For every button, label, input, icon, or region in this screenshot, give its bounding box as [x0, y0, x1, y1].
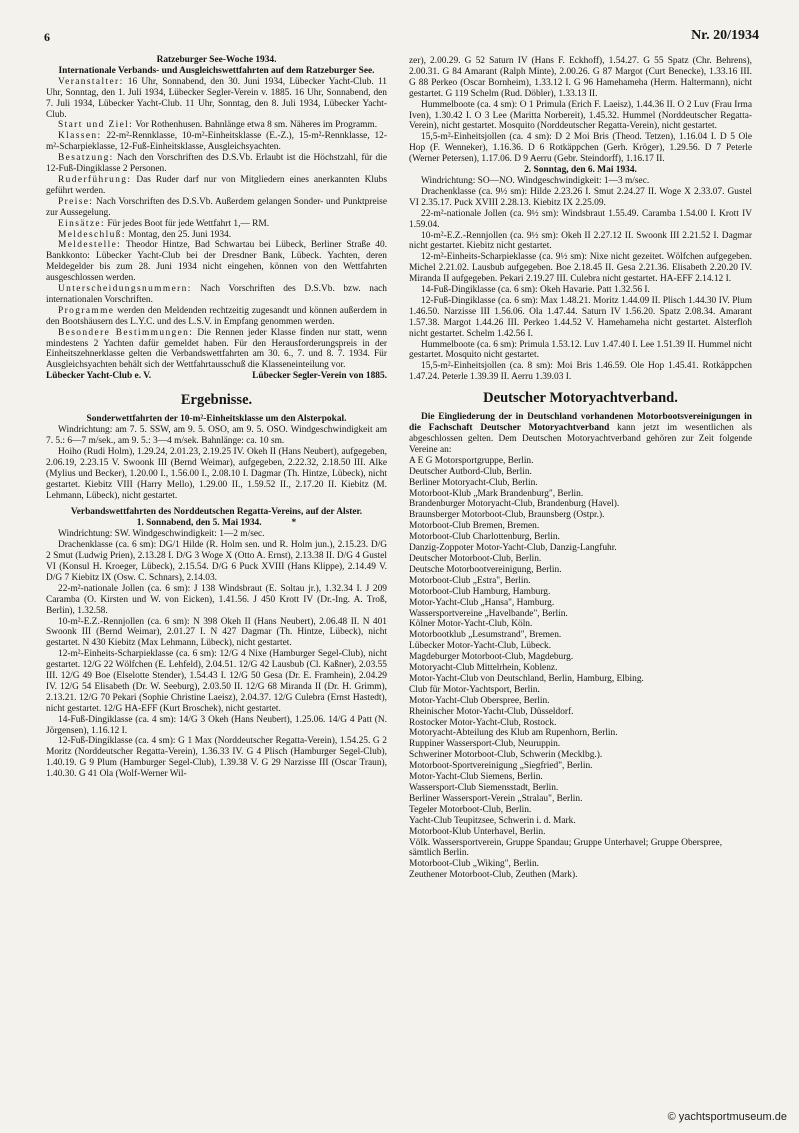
club-item: Motorboot-Club „Estra", Berlin.	[409, 575, 531, 586]
ratzeburg-text: Theodor Hintze, Bad Schwartau bei Lübeck, Berliner Straße 40. Bankkonto: Lübecker Yacht-Club bei der Dresdner Bank, Lübeck. Yachten, deren Meldegelder bis zum 28. Juni 1934 nicht eingehen, können von den Wettfahrten ausgeschlossen werden.	[46, 240, 387, 284]
club-item: Zeuthener Motorboot-Club, Zeuthen (Mark).	[409, 870, 578, 881]
ratzeburg-text: Montag, den 25. Juni 1934.	[125, 229, 232, 240]
dmyv-intro-bold: Die Eingliederung der in Deutschland vorhandenen Motorbootsvereinigungen in die Fachschaft Deutscher Motoryachtverband	[409, 412, 752, 434]
signature-lsv: Lübecker Segler-Verein von 1885.	[252, 371, 387, 382]
club-item: Motor-Yacht-Club von Deutschland, Berlin, Hamburg, Elbing.	[409, 673, 644, 684]
dmyv-title: Deutscher Motoryachtverband.	[483, 390, 678, 407]
nrv-paragraph: Windrichtung: SW. Windgeschwindigkeit: 1—2 m/sec.	[58, 529, 265, 540]
dmyv-intro-rest: kann jetzt im wesentlichen als abgeschlossen gelten. Dem Deutschen Motoryachtverband gehören zur Zeit folgende Vereine an:	[409, 423, 752, 455]
ergebnisse-title: Ergebnisse.	[180, 392, 253, 409]
club-item: Rheinischer Motor-Yacht-Club, Düsseldorf.	[409, 706, 574, 717]
club-item: Motorbootklub „Lesumstrand", Bremen.	[409, 630, 562, 641]
ratzeburg-term: Klassen:	[58, 131, 102, 142]
watermark: © yachtsportmuseum.de	[667, 1111, 787, 1123]
left-column	[46, 55, 387, 780]
ratzeburg-paragraph	[46, 240, 387, 284]
club-item: Motoryacht-Club Mittelrhein, Koblenz.	[409, 663, 558, 674]
ratzeburg-text: Nach Vorschriften des D.S.Vb. Außerdem gelangen Sonder- und Punktpreise zur Aussegelung.	[46, 196, 387, 218]
club-item: Motor-Yacht-Club Siemens, Berlin.	[409, 772, 543, 783]
ratzeburg-term: Einsätze:	[58, 218, 105, 229]
signature-lyc: Lübecker Yacht-Club e. V.	[46, 371, 152, 382]
dmyv-intro	[409, 412, 752, 456]
results-paragraph: 15,5-m²-Einheitsjollen (ca. 4 sm): D 2 Moi Bris (Theod. Tetzen), 1.16.04 I. D 5 Ole Hop (F. Wenneker), 1.16.36. D 6 Rotkäppchen (Gerh. Kröger), 1.29.56. D 7 Peterle (Werner Petersen), 1.17.06. D 9 Aerru (Gebr. Steindorff), 1.16.17 II.	[409, 132, 752, 165]
ratzeburg-text: Das Ruder darf nur von Mitgliedern eines anerkannten Klubs geführt werden.	[46, 174, 387, 196]
ratzeburg-text: Vor Rothenhusen. Bahnlänge etwa 8 sm. Näheres im Programm.	[133, 120, 378, 131]
day2-paragraph: 12-Fuß-Dingiklasse (ca. 6 sm): Max 1.48.21. Moritz 1.44.09 II. Plisch 1.44.30 IV. Plum 1.46.50. Narzisse III 1.56.06. Ola 1.47.44. Saturn IV 1.56.20. Spatz 2.08.34. Amarant 1.57.38. Margot 1.44.26 III. Perkeo 1.44.52 V. Hamehameha nicht gestartet. Alsterfloh nicht gestartet. Schelm 1.42.56 I.	[409, 295, 752, 339]
club-item: Motorboot-Club Hamburg, Hamburg.	[409, 586, 551, 597]
alster-paragraph: Windrichtung: am 7. 5. SSW, am 9. 5. OSO, am 9. 5. OSO. Windgeschwindigkeit am 7. 5.: 6—7 m/sek., am 9. 5.: 3—4 m/sek. Bahnlänge: ca. 10 sm.	[46, 425, 387, 446]
ratzeburg-term: Besondere Bestimmungen:	[58, 327, 194, 338]
right-top-paragraphs	[409, 56, 752, 165]
club-item: Rostocker Motor-Yacht-Club, Rostock.	[409, 717, 557, 728]
nrv-paragraph: 12-Fuß-Dingiklasse (ca. 4 sm): G 1 Max (Norddeutscher Regatta-Verein), 1.54.25. G 2 Moritz (Norddeutscher Regatta-Verein), 1.36.33 IV. G 4 Plisch (Hamburger Segel-Club), 1.40.19. G 9 Plum (Hamburger Segel-Club), 1.39.38 V. G 29 Narzisse III (Oscar Traun), 1.40.30. G 41 Ola (Wolf-Werner Wil-	[46, 736, 387, 780]
signature-line	[46, 371, 387, 382]
nrv-paragraphs	[46, 529, 387, 780]
ratzeburg-term: Veranstalter:	[58, 76, 124, 87]
ratzeburg-paragraph	[46, 77, 387, 121]
alster-paragraph: Hoiho (Rudi Holm), 1.29.24, 2.01.23, 2.19.25 IV. Okeh II (Hans Neubert), aufgegeben, 2.06.19, 2.23.15 V. Swoonk III (Bernd Weimar), aufgegeben, 2.22.32, 2.18.50 III. Alke (Mylius und Becker), 1.20.00 I., 1.56.00 I., 2.08.10 I. Dagmar (Th. Hintze, Lübeck), nicht gestartet. Kiebitz VIII (Harry Mello), 1.29.00 II., 1.59.52 II., 2.17.20 II. Kiebitz (M. Lehmann, Lübeck), nicht gestartet.	[46, 446, 387, 501]
ratzeburg-text: 22-m²-Rennklasse, 10-m²-Einheitsklasse (E.-Z.), 15-m²-Rennklasse, 12-m²-Scharpieklasse, 12-Fuß-Einheitsklasse, Ausgleichsyachten.	[46, 131, 387, 153]
club-item: Braunsberger Motorboot-Club, Braunsberg (Ostpr.).	[409, 510, 605, 521]
results-paragraph: zer), 2.00.29. G 52 Saturn IV (Hans F. Eckhoff), 1.54.27. G 55 Spatz (Chr. Behrens), 2.00.31. G 84 Amarant (Ralph Minte), 2.00.26. G 87 Margot (Curt Benecke), 1.33.16 III. G 88 Perkeo (Oscar Bornheim), 1.33.12 I. G 96 Hamehameha (Herm. Haltermann), nicht gestartet. G 119 Schelm (Rud. Döbler), 1.33.13 II.	[409, 56, 752, 99]
alster-title: Sonderwettfahrten der 10-m²-Einheitsklasse um den Alsterpokal.	[86, 414, 347, 425]
club-item: Schweriner Motorboot-Club, Schwerin (Mecklbg.).	[409, 750, 603, 761]
ratzeburg-text: Die Rennen jeder Klasse finden nur statt, wenn mindestens 2 Yachten dafür gemeldet haben. Für den Herausforderungspreis in der Einheitszehnerklasse gelten die Verbandswettfahrten am 30. 6., 7. und 8. 7. 1934. Für Ausgleichsyachten behält sich der Wettfahrtausschuß die Klasseneinteilung vor.	[46, 327, 387, 371]
day2-paragraphs	[409, 176, 752, 383]
club-item: Deutscher Motorboot-Club, Berlin.	[409, 553, 542, 564]
ratzeburg-text: werden den Meldenden rechtzeitig zugesandt und können außerdem in den Bootshäusern des L.Y.C. und des L.S.V. in Empfang genommen werden.	[46, 305, 387, 327]
ratzeburg-text: 16 Uhr, Sonnabend, den 30. Juni 1934, Lübecker Yacht-Club. 11 Uhr, Sonntag, den 1. Juli 1934, Lübecker Segler-Verein v. 1885. 16 Uhr, Sonnabend, den 7. Juli 1934, Lübecker Yacht-Club. 11 Uhr, Sonntag, den 8. Juli 1934, Lübecker Yacht-Club.	[46, 76, 387, 120]
club-item: Deutsche Motorbootvereinigung, Berlin.	[409, 564, 562, 575]
ratzeburg-paragraph	[46, 219, 387, 230]
club-item: Kölner Motor-Yacht-Club, Köln.	[409, 619, 533, 630]
club-item: Ruppiner Wassersport-Club, Neuruppin.	[409, 739, 561, 750]
club-list	[409, 456, 752, 881]
day2-paragraph: Hummelboote (ca. 6 sm): Primula 1.53.12. Luv 1.47.40 I. Lee 1.51.39 II. Hummel nicht gestartet. Mosquito nicht gestartet.	[409, 339, 752, 361]
club-item: Danzig-Zoppoter Motor-Yacht-Club, Danzig-Langfuhr.	[409, 543, 617, 554]
ratzeburg-term: Unterscheidungsnummern:	[58, 284, 192, 295]
club-item: Lübecker Motor-Yacht-Club, Lübeck.	[409, 641, 552, 652]
club-item: Motorboot-Klub „Mark Brandenburg", Berlin.	[409, 488, 584, 499]
club-item: Motor-Yacht-Club Oberspree, Berlin.	[409, 695, 550, 706]
ratzeburg-paragraph	[46, 120, 387, 131]
ratzeburg-subtitle: Internationale Verbands- und Ausgleichswettfahrten auf dem Ratzeburger See.	[58, 65, 375, 76]
ratzeburg-paragraphs	[46, 77, 387, 371]
day2-paragraph: Drachenklasse (ca. 9½ sm): Hilde 2.23.26 I. Smut 2.24.27 II. Woge X 2.33.07. Gustel VI 2.35.17. Puck XVIII 2.28.13. Kiebitz IX 2.25.09.	[409, 186, 752, 208]
club-item: Brandenburger Motoryacht-Club, Brandenburg (Havel).	[409, 499, 620, 510]
day2-paragraph: 22-m²-nationale Jollen (ca. 9½ sm): Windsbraut 1.55.49. Caramba 1.54.00 I. Krott IV 1.59.04.	[409, 208, 752, 230]
ratzeburg-term: Preise:	[58, 196, 94, 207]
club-item: Völk. Wassersportverein, Gruppe Spandau; Gruppe Unterhavel; Gruppe Oberspree, sämtlich Berlin.	[409, 837, 723, 859]
ratzeburg-text: Für jedes Boot für jede Wettfahrt 1,— RM.	[104, 218, 270, 229]
day2-paragraph: 14-Fuß-Dingiklasse (ca. 6 sm): Okeh Havarie. Patt 1.32.56 I.	[421, 285, 650, 296]
ratzeburg-text: Nach den Vorschriften des D.S.Vb. Erlaubt ist die Höchstzahl, für die 12-Fuß-Dingiklasse 2 Personen.	[46, 153, 387, 175]
ratzeburg-term: Ruderführung:	[58, 174, 132, 185]
alster-paragraphs	[46, 425, 387, 501]
ratzeburg-paragraph	[46, 284, 387, 306]
ratzeburg-title: Ratzeburger See-Woche 1934.	[156, 55, 277, 65]
club-item: Yacht-Club Teupitzsee, Schwerin i. d. Mark.	[409, 815, 576, 826]
nrv-paragraph: Drachenklasse (ca. 6 sm): DG/1 Hilde (R. Holm sen. und R. Holm jun.), 2.15.23. D/G 2 Smut (Ludwig Prien), 2.13.28 I. D/G 3 Woge X (Otto A. Ernst), 2.13.38 II. D/G 4 Gustel VI (Konsul H. Kroeger, Lübeck), 2.15.54. D/G 6 Puck XVIII (Hans Klippe), 2.14.49 V. D/G 7 Kiebitz IX (Osw. C. Schnars), 2.14.03.	[46, 540, 387, 583]
page-number: 6	[44, 30, 50, 44]
club-item: Berliner Motoryacht-Club, Berlin.	[409, 477, 538, 488]
ratzeburg-paragraph	[46, 230, 387, 241]
ratzeburg-term: Start und Ziel:	[58, 120, 134, 131]
nrv-day1-text: 1. Sonnabend, den 5. Mai 1934.	[136, 518, 262, 529]
club-item: Wassersport-Club Siemensstadt, Berlin.	[409, 783, 559, 793]
club-item: Motorboot-Sportvereinigung „Siegfried", Berlin.	[409, 761, 593, 772]
nrv-day1-mark: *	[291, 518, 297, 529]
club-item: Club für Motor-Yachtsport, Berlin.	[409, 684, 540, 695]
club-item: Magdeburger Motorboot-Club, Magdeburg.	[409, 652, 574, 663]
day2-paragraph: 12-m²-Einheits-Scharpieklasse (ca. 9½ sm): Nixe nicht gezeitet. Wölfchen aufgegeben. Michel 2.21.02. Lausbub aufgegeben. Boe 2.18.45 II. Gesa 2.21.36. Elisabeth 2.20.20 IV. Miranda II aufgegeben. Pekari 2.19.27 III. Culebra nicht gestartet. HA-EFF 2.14.12 I.	[409, 252, 752, 285]
club-item: Motorboot-Club Bremen, Bremen.	[409, 521, 540, 532]
nrv-paragraph: 22-m²-nationale Jollen (ca. 6 sm): J 138 Windsbraut (E. Soltau jr.), 1.32.34 I. J 209 Caramba (O. Kirsten und W. von Eicken), 1.41.56. J 450 Krott IV (Dr.-Ing. A. Troß, Berlin), 1.32.58.	[46, 583, 387, 616]
nrv-title: Verbandswettfahrten des Norddeutschen Regatta-Vereins, auf der Alster.	[70, 507, 363, 518]
day2-paragraph: 15,5-m²-Einheitsjollen (ca. 8 sm): Moi Bris 1.46.59. Ole Hop 1.45.41. Rotkäppchen 1.47.24. Peterle 1.39.39 II. Aerru 1.39.03 I.	[409, 361, 752, 383]
day2-paragraph: Windrichtung: SO—NO. Windgeschwindigkeit: 1—3 m/sec.	[421, 175, 650, 186]
club-item: Wassersportvereine „Havelbande", Berlin.	[409, 608, 568, 619]
club-item: Motorboot-Club Charlottenburg, Berlin.	[409, 532, 560, 543]
ratzeburg-text: Nach Vorschriften des D.S.Vb. bzw. nach internationalen Vorschriften.	[46, 284, 387, 305]
nrv-day2-title: 2. Sonntag, den 6. Mai 1934.	[524, 165, 637, 176]
club-item: Motorboot-Klub Unterhavel, Berlin.	[409, 826, 546, 837]
club-item: Motorboot-Club „Wiking", Berlin.	[409, 859, 539, 870]
day2-paragraph: 10-m²-E.Z.-Rennjollen (ca. 9½ sm): Okeh II 2.27.12 II. Swoonk III 2.21.52 I. Dagmar nicht gestartet. Kiebitz nicht gestartet.	[409, 230, 752, 252]
ratzeburg-term: Meldestelle:	[58, 240, 122, 251]
nrv-paragraph: 14-Fuß-Dingiklasse (ca. 4 sm): 14/G 3 Okeh (Hans Neubert), 1.25.06. 14/G 4 Patt (N. Jörgensen), 1.16.12 I.	[46, 714, 387, 736]
club-item: Motoryacht-Abteilung des Klub am Rupenhorn, Berlin.	[409, 728, 618, 739]
ratzeburg-term: Meldeschluß:	[58, 229, 126, 240]
nrv-paragraph: 12-m²-Einheits-Scharpieklasse (ca. 6 sm): 12/G 4 Nixe (Hamburger Segel-Club), nicht gestartet. 12/G 22 Wölfchen (E. Lehfeld), 2.04.51. 12/G 42 Lausbub (Cl. Kaßner), 2.03.55 III. 12/G 49 Boe (Elselotte Stender), 1.54.43 I. 12/G 50 Gesa (Dr. E. Framhein), 2.04.29 IV. 12/G 54 Elisabeth (Dr. W. Seeburg), 2.03.50 II. 12/G 68 Miranda II (Dr. H. Grimm), 2.13.21. 12/G 70 Pekari (Sophie Christine Laeisz), 2.04.37. 12/G Culebra (Ernst Hastedt), nicht gestartet. 12/G HA-EFF (Kurt Broschek), nicht gestartet.	[46, 649, 387, 714]
nrv-day1-title	[46, 518, 387, 529]
ratzeburg-paragraph	[46, 153, 387, 175]
ratzeburg-paragraph	[46, 306, 387, 328]
club-item: Berliner Wassersport-Verein „Stralau", Berlin.	[409, 793, 583, 804]
ratzeburg-term: Besatzung:	[58, 153, 114, 164]
ratzeburg-paragraph	[46, 328, 387, 372]
nrv-paragraph: 10-m²-E.Z.-Rennjollen (ca. 6 sm): N 398 Okeh II (Hans Neubert), 2.06.48 II. N 401 Swoonk III (Bernd Weimar), 2.01.27 I. N 427 Dagmar (Th. Hintze, Lübeck), nicht gestartet. N 430 Kiebitz (Max Lehmann, Lübeck), nicht gestartet.	[46, 616, 387, 649]
club-item: A E G Motorsportgruppe, Berlin.	[409, 455, 534, 466]
ratzeburg-paragraph	[46, 175, 387, 197]
club-item: Deutscher Autbord-Club, Berlin.	[409, 466, 532, 477]
ratzeburg-paragraph	[46, 197, 387, 219]
results-paragraph: Hummelboote (ca. 4 sm): O 1 Primula (Erich F. Laeisz), 1.44.36 II. O 2 Luv (Frau Irma Iven), 1.30.42 I. O 3 Lee (Maritta Norbereit), 1.45.32. Hummel (Norddeutscher Regatta-Verein), nicht gestartet. Mosquito (Norddeutscher Regatta-Verein), nicht gestartet.	[409, 99, 752, 132]
ratzeburg-paragraph	[46, 131, 387, 153]
club-item: Tegeler Motorboot-Club, Berlin.	[409, 804, 532, 815]
club-item: Motor-Yacht-Club „Hansa", Hamburg.	[409, 597, 555, 608]
right-column	[409, 56, 752, 881]
issue-number: Nr. 20/1934	[691, 28, 759, 43]
ratzeburg-term: Programme	[58, 305, 115, 316]
